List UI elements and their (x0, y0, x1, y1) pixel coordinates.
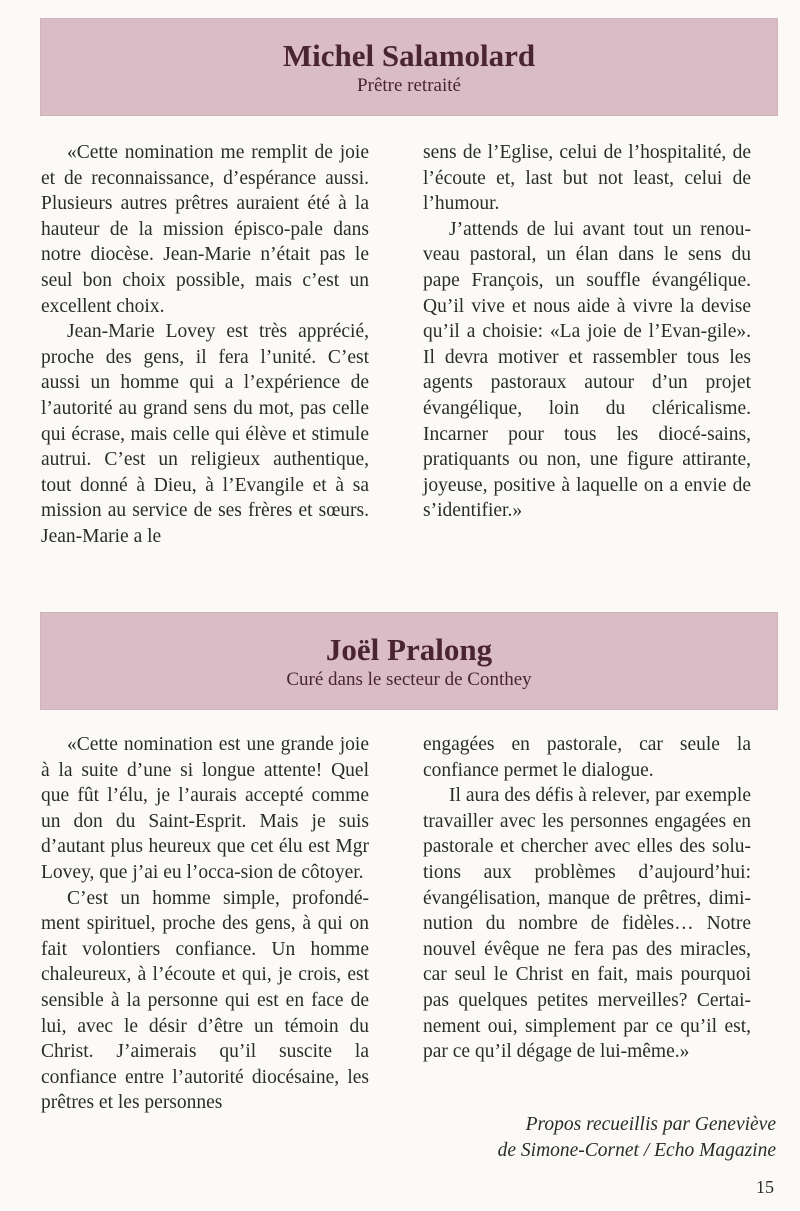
credit-line-2: de Simone-Cornet / Echo Magazine (497, 1140, 776, 1161)
paragraph: C’est un homme simple, profondé-ment spirituel, proche des gens, à qui on fait volontiers confiance. Un homme chaleureux, à l’écoute et qui, je crois, est sensible à la personne qui est en face de lui, avec le désir d’être un témoin du Christ. J’aimerais qu’il suscite la confiance entre l’autorité diocésaine, les prêtres et les personnes (41, 887, 369, 1114)
article1-column-left (41, 140, 369, 550)
credit-line-1: Propos recueillis par Geneviève (525, 1114, 776, 1135)
paragraph: «Cette nomination me remplit de joie et de reconnaissance, d’espérance aussi. Plusieurs autres prêtres auraient été à la hauteur de la mission épisco-pale dans notre diocèse. Jean-Marie n’était pas le seul bon choix possible, mais c’est un excellent choix. (41, 142, 369, 317)
paragraph: Il aura des défis à relever, par exemple travailler avec les personnes engagées en pastorale et chercher avec elles des solu-tions aux problèmes d’aujourd’hui: évangélisation, manque de prêtres, dimi-nution du nombre de fidèles… Notre nouvel évêque ne fera pas des miracles, car seul le Christ en fait, mais pourquoi pas quelques petites merveilles? Certai-nement oui, simplement par ce qu’il est, par ce qu’il dégage de lui-même.» (423, 785, 751, 1063)
paragraph: Jean-Marie Lovey est très apprécié, proche des gens, il fera l’unité. C’est aussi un homme qui a l’expérience de l’autorité au grand sens du mot, pas celle qui écrase, mais celle qui élève et stimule autrui. C’est un religieux authentique, tout donné à Dieu, à l’Evangile et à sa mission au service de ses frères et sœurs. Jean-Marie a le (41, 321, 369, 547)
paragraph: sens de l’Eglise, celui de l’hospitalité, de l’écoute et, last but not least, celui de l’humour. (423, 142, 751, 215)
paragraph: J’attends de lui avant tout un renou-veau pastoral, un élan dans le sens du pape François, un souffle évangélique. Qu’il vive et nous aide à vivre la devise qu’il a choisie: «La joie de l’Evan-gile». Il devra motiver et rassembler tous les agents pastoraux autour d’un projet évangélique, loin du cléricalisme. Incarner pour tous les diocé-sains, pratiquants ou non, une figure attirante, joyeuse, positive à laquelle on a envie de s’identifier.» (423, 218, 751, 522)
article2-column-right (423, 732, 751, 1065)
person-role: Curé dans le secteur de Conthey (286, 669, 532, 690)
article2-column-left (41, 732, 369, 1116)
paragraph: engagées en pastorale, car seule la confiance permet le dialogue. (423, 734, 751, 781)
article1-column-right (423, 140, 751, 524)
section-header-joel-pralong (40, 612, 778, 710)
person-name: Joël Pralong (325, 632, 493, 667)
section-header-michel-salamolard (40, 18, 778, 116)
person-name: Michel Salamolard (282, 38, 536, 73)
credit-line (416, 1112, 776, 1164)
paragraph: «Cette nomination est une grande joie à la suite d’une si longue attente! Quel que fût l’élu, je l’aurais accepté comme un don du Saint-Esprit. Mais je suis d’autant plus heureux que cet élu est Mgr Lovey, que j’ai eu l’occa-sion de côtoyer. (41, 734, 369, 883)
page-number: 15 (756, 1177, 774, 1197)
person-role: Prêtre retraité (357, 75, 461, 96)
